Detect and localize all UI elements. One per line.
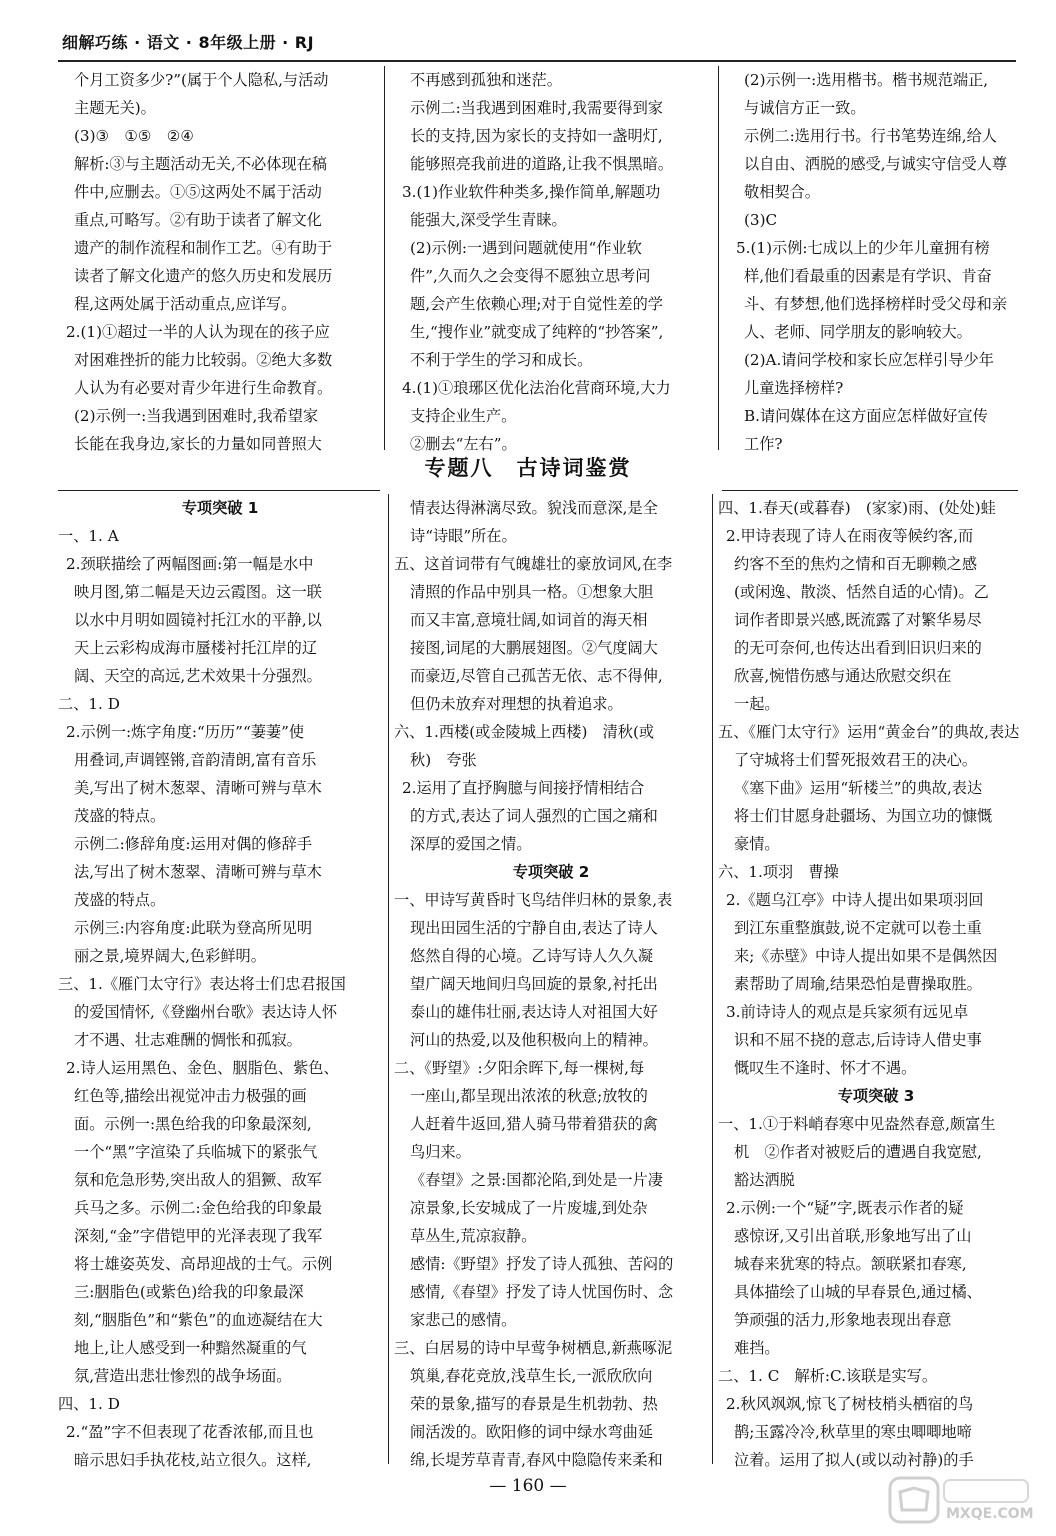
text-line: 与诚信方正一致。 — [744, 99, 866, 117]
text-line: 样,他们看最重的因素是有学识、肯奋 — [744, 267, 992, 285]
page-header: 细解巧练 · 语文 · 8年级上册 · RJ — [62, 33, 315, 52]
text-line: 示例二:修辞角度:运用对偶的修辞手 — [74, 835, 313, 853]
text-line: 一起。 — [734, 695, 780, 713]
header-rule — [58, 60, 1016, 62]
text-line: 望广阔天地间归鸟回旋的景象,衬托出 — [410, 975, 658, 993]
text-line: 城春来犹寒的特点。颔联紧扣春寒, — [734, 1255, 967, 1273]
text-line: 氛和危急形势,突出敌人的猖獗、敌军 — [74, 1171, 322, 1189]
text-line: 示例三:内容角度:此联为登高所见明 — [74, 919, 313, 937]
text-line: 来;《赤壁》中诗人提出如果不是偶然因 — [734, 947, 998, 965]
text-line: 机 ②作者对被贬后的遭遇自我宽慰, — [734, 1143, 982, 1161]
text-line: 读者了解文化遗产的悠久历史和发展历 — [74, 267, 333, 285]
text-line: 一、甲诗写黄昏时飞鸟结伴归林的景象,表 — [394, 891, 673, 909]
text-line: 《春望》之景:国都沦陷,到处是一片凄 — [410, 1171, 663, 1189]
text-line: 深厚的爱国之情。 — [410, 835, 532, 853]
text-line: 红色等,描绘出视觉冲击力极强的画 — [74, 1087, 307, 1105]
text-line: (2)示例:一遇到问题就使用“作业软 — [410, 239, 642, 257]
text-line: 专项突破 1 — [181, 499, 259, 517]
text-line: 2.《题乌江亭》中诗人提出如果项羽回 — [726, 891, 984, 909]
text-line: 五、这首词带有气魄雄壮的豪放词风,在李 — [394, 555, 673, 573]
text-line: 一、1. A — [58, 527, 119, 545]
text-line: 豪情。 — [734, 835, 780, 853]
text-line: (3)③ ①⑤ ②④ — [74, 127, 194, 145]
text-line: 4.(1)①琅琊区优化法治化营商环境,大力 — [402, 379, 671, 397]
text-line: 刻,“胭脂色”和“紫色”的血迹凝结在大 — [74, 1311, 323, 1329]
text-line: 儿童选择榜样? — [744, 379, 844, 397]
text-line: 闹活泼的。欧阳修的词中绿水弯曲延 — [410, 1423, 653, 1441]
text-line: (3)C — [744, 211, 778, 229]
text-line: 三、1.《雁门太守行》表达将士们忠君报国 — [58, 975, 346, 993]
text-line: 暗示思妇手执花枝,站立很久。这样, — [74, 1451, 312, 1469]
text-line: 一座山,都呈现出浓浓的秋意;放牧的 — [410, 1087, 648, 1105]
section-rule-left — [58, 490, 380, 491]
top-column-divider-2 — [718, 66, 719, 450]
text-line: 长能在我身边,家长的力量如同普照大 — [74, 435, 322, 453]
text-line: 慨叹生不逢时、怀才不遇。 — [734, 1059, 917, 1077]
text-line: 解析:③与主题活动无关,不必体现在稿 — [74, 155, 327, 173]
text-line: 2.(1)①超过一半的人认为现在的孩子应 — [66, 323, 330, 341]
text-line: 二、1. D — [58, 695, 120, 713]
text-line: 工作? — [744, 435, 783, 453]
top-column-1 — [58, 66, 378, 458]
text-line: 现出田园生活的宁静自由,表达了诗人 — [410, 919, 658, 937]
text-line: 绵,长堤芳草青青,春风中隐隐传来柔和 — [410, 1451, 663, 1469]
text-line: 将士雄姿英发、高昂迎战的士气。示例 — [74, 1255, 333, 1273]
text-line: 2.“盈”字不但表现了花香浓郁,而且也 — [66, 1423, 314, 1441]
text-line: 素帮助了周瑜,结果恐怕是曹操取胜。 — [734, 975, 982, 993]
text-line: 遗产的制作流程和制作工艺。④有助于 — [74, 239, 333, 257]
text-line: 情表达得淋漓尽致。貌浅而意深,是全 — [410, 499, 658, 517]
text-line: 诗“诗眼”所在。 — [410, 527, 517, 545]
text-line: 人赶着牛返回,猎人骑马带着猎获的禽 — [410, 1115, 658, 1133]
text-line: 三、白居易的诗中早莺争树栖息,新燕啄泥 — [394, 1339, 673, 1357]
text-line: (2)示例一:选用楷书。楷书规范端正, — [744, 71, 989, 89]
text-line: 家悲己的感情。 — [410, 1311, 517, 1329]
text-line: 秋) 夸张 — [410, 751, 477, 769]
text-line: 草丛生,荒凉寂静。 — [410, 1227, 537, 1245]
text-line: 2.颈联描绘了两幅图画:第一幅是水中 — [66, 555, 314, 573]
text-line: 《塞下曲》运用“斩楼兰”的典故,表达 — [734, 779, 983, 797]
text-line: 而豪迈,尽管自己孤苦无依、志不得伸, — [410, 667, 663, 685]
text-line: 欣喜,惋惜伤感与通达欣慰交织在 — [734, 667, 952, 685]
text-line: 兵马之多。示例二:金色给我的印象最 — [74, 1199, 323, 1217]
text-line: 的无可奈何,也传达出看到旧识归来的 — [734, 639, 982, 657]
text-line: 约客不至的焦灼之情和百无聊赖之感 — [734, 555, 977, 573]
text-line: 2.甲诗表现了诗人在雨夜等候约客,而 — [726, 527, 974, 545]
text-line: 重点,可略写。②有助于读者了解文化 — [74, 211, 322, 229]
text-line: 河山的热爱,以及他积极向上的精神。 — [410, 1031, 658, 1049]
text-line: 具体描绘了山城的早春景色,通过橘、 — [734, 1283, 982, 1301]
text-line: 面。示例一:黑色给我的印象最深刻, — [74, 1115, 312, 1133]
text-line: 件”,久而久之会变得不愿独立思考问 — [410, 267, 651, 285]
text-line: 以水中月明如圆镜衬托江水的平静,以 — [74, 611, 322, 629]
text-line: 人、老师、同学朋友的影响较大。 — [744, 323, 972, 341]
text-line: ②删去“左右”。 — [410, 435, 517, 453]
text-line: 二、1. C 解析:C.该联是实写。 — [718, 1367, 938, 1385]
text-line: 才不遇、壮志难酬的惆怅和孤寂。 — [74, 1031, 302, 1049]
bottom-column-2 — [394, 494, 708, 1474]
text-line: 生,“搜作业”就变成了纯粹的“抄答案”, — [410, 323, 664, 341]
text-line: 词作者即景兴感,既流露了对繁华易尽 — [734, 611, 982, 629]
text-line: 不再感到孤独和迷茫。 — [410, 71, 562, 89]
text-line: 长的支持,因为家长的支持如一盏明灯, — [410, 127, 663, 145]
text-line: 清照的作品中别具一格。①想象大胆 — [410, 583, 653, 601]
text-line: 鹊;玉露冷冷,秋草里的寒虫唧唧地啼 — [734, 1423, 972, 1441]
text-line: 以自由、洒脱的感受,与诚实守信受人尊 — [744, 155, 1008, 173]
text-line: 2.诗人运用黑色、金色、胭脂色、紫色、 — [66, 1059, 339, 1077]
text-line: B.请问媒体在这方面应怎样做好宣传 — [744, 407, 988, 425]
text-line: 2.运用了直抒胸臆与间接抒情相结合 — [402, 779, 645, 797]
text-line: 地上,让人感受到一种黯然凝重的气 — [74, 1339, 307, 1357]
page-number: — 160 — — [489, 1476, 567, 1496]
text-line: 2.示例:一个“疑”字,既表示作者的疑 — [726, 1199, 964, 1217]
text-line: 泣着。运用了拟人(或以动衬静)的手 — [734, 1451, 974, 1469]
text-line: 到江东重整旗鼓,说不定就可以卷土重 — [734, 919, 982, 937]
text-line: 但仍未放弃对理想的执着追求。 — [410, 695, 623, 713]
text-line: 对困难挫折的能力比较弱。②绝大多数 — [74, 351, 333, 369]
text-line: (2)示例一:当我遇到困难时,我希望家 — [74, 407, 319, 425]
section-rule-right — [722, 490, 1018, 491]
text-line: 人认为有必要对青少年进行生命教育。 — [74, 379, 333, 397]
section-title: 专题八 古诗词鉴赏 — [424, 456, 632, 480]
text-line: 3.(1)作业软件种类多,操作简单,解题功 — [402, 183, 661, 201]
text-line: 示例二:选用行书。行书笔势连绵,给人 — [744, 127, 997, 145]
bottom-column-divider-2 — [712, 494, 713, 1464]
text-line: 了守城将士们誓死报效君王的决心。 — [734, 751, 977, 769]
text-line: (2)A.请问学校和家长应怎样引导少年 — [744, 351, 994, 369]
text-line: 用叠词,声调铿锵,音韵清朗,富有音乐 — [74, 751, 317, 769]
text-line: 专项突破 2 — [512, 863, 590, 881]
text-line: 凉景象,长安城成了一片废墟,到处杂 — [410, 1199, 648, 1217]
top-column-divider-1 — [384, 66, 385, 450]
text-line: 深刻,“金”字借铠甲的光泽表现了我军 — [74, 1227, 323, 1245]
text-line: 2.示例一:炼字角度:“历历”“萋萋”使 — [66, 723, 305, 741]
text-line: 敬相契合。 — [744, 183, 820, 201]
text-line: 题,会产生依赖心理;对于自觉性差的学 — [410, 295, 663, 313]
text-line: 惑惊讶,又引出首联,形象地写出了山 — [734, 1227, 972, 1245]
text-line: 支持企业生产。 — [410, 407, 517, 425]
text-line: 荣的景象,描写的春景是生机勃勃、热 — [410, 1395, 658, 1413]
text-line: 筑巢,春花竞放,浅草生长,一派欣欣向 — [410, 1367, 653, 1385]
text-line: 豁达洒脱 — [734, 1171, 795, 1189]
text-line: 5.(1)示例:七成以上的少年儿童拥有榜 — [736, 239, 990, 257]
text-line: 专项突破 3 — [837, 1087, 915, 1105]
text-line: 天上云彩构成海市蜃楼衬托江岸的辽 — [74, 639, 317, 657]
text-line: 件中,应删去。①⑤这两处不属于活动 — [74, 183, 322, 201]
text-line: 的爱国情怀,《登幽州台歌》表达诗人怀 — [74, 1003, 338, 1021]
text-line: 丽之景,境界阔大,色彩鲜明。 — [74, 947, 266, 965]
text-line: 六、1.西楼(或金陵城上西楼) 清秋(或 — [394, 723, 655, 741]
text-line: 难挡。 — [734, 1339, 780, 1357]
text-line: 鸟归来。 — [410, 1143, 471, 1161]
text-line: 能够照亮我前进的道路,让我不惧黑暗。 — [410, 155, 674, 173]
watermark-logo — [886, 1474, 1036, 1528]
text-line: 四、1.春天(或暮春) (家家)雨、(处处)蛙 — [718, 499, 996, 517]
text-line: 2.秋风飒飒,惊飞了树枝梢头栖宿的鸟 — [726, 1395, 974, 1413]
text-line: 泰山的雄伟壮丽,表达诗人对祖国大好 — [410, 1003, 658, 1021]
text-line: 3.前诗诗人的观点是兵家须有远见卓 — [726, 1003, 969, 1021]
text-line: 茂盛的特点。 — [74, 891, 166, 909]
text-line: 个月工资多少?”(属于个人隐私,与活动 — [74, 71, 329, 89]
watermark-text: MXQE.COM — [946, 1506, 1034, 1522]
text-line: 能强大,深受学生青睐。 — [410, 211, 567, 229]
text-line: 感情:《野望》抒发了诗人孤独、苦闷的 — [410, 1255, 674, 1273]
text-line: 感情,《春望》抒发了诗人忧国伤时、念 — [410, 1283, 674, 1301]
bottom-column-divider-1 — [388, 494, 389, 1464]
text-line: 茂盛的特点。 — [74, 807, 166, 825]
text-line: 氛,营造出悲壮惨烈的战争场面。 — [74, 1367, 292, 1385]
text-line: 主题无关)。 — [74, 99, 156, 117]
text-line: 而又丰富,意境壮阔,如词首的海天相 — [410, 611, 648, 629]
text-line: 悠然自得的心境。乙诗写诗人久久凝 — [410, 947, 653, 965]
text-line: 的方式,表达了词人强烈的亡国之痛和 — [410, 807, 658, 825]
text-line: 阔、天空的高远,艺术效果十分强烈。 — [74, 667, 322, 685]
text-line: 一个“黑”字渲染了兵临城下的紧张气 — [74, 1143, 318, 1161]
text-line: 四、1. D — [58, 1395, 120, 1413]
text-line: 六、1.项羽 曹操 — [718, 863, 839, 881]
top-column-2 — [394, 66, 706, 458]
text-line: 美,写出了树木葱翠、清晰可辨与草木 — [74, 779, 322, 797]
bottom-column-1 — [58, 494, 382, 1474]
bottom-column-3 — [718, 494, 1034, 1474]
text-line: 程,这两处属于活动重点,应详写。 — [74, 295, 297, 313]
top-column-3 — [728, 66, 1032, 458]
text-line: 斗、有梦想,他们选择榜样时受父母和亲 — [744, 295, 1008, 313]
text-line: 接图,词尾的大鹏展翅图。②气度阔大 — [410, 639, 658, 657]
text-line: 一、1.①于料峭春寒中见盎然春意,颇富生 — [718, 1115, 996, 1133]
text-line: (或闲逸、散淡、恬然自适的心情)。乙 — [734, 583, 989, 601]
text-line: 法,写出了树木葱翠、清晰可辨与草木 — [74, 863, 322, 881]
text-line: 二、《野望》:夕阳余晖下,每一棵树,每 — [394, 1059, 645, 1077]
text-line: 三:胭脂色(或紫色)给我的印象最深 — [74, 1283, 304, 1301]
text-line: 笋顽强的活力,形象地表现出春意 — [734, 1311, 952, 1329]
text-line: 识和不屈不挠的意志,后诗诗人借史事 — [734, 1031, 982, 1049]
text-line: 映月图,第二幅是天边云霞图。这一联 — [74, 583, 322, 601]
text-line: 将士们甘愿身赴疆场、为国立功的慷慨 — [734, 807, 993, 825]
text-line: 不利于学生的学习和成长。 — [410, 351, 593, 369]
text-line: 五、《雁门太守行》运用“黄金台”的典故,表达 — [718, 723, 1020, 741]
text-line: 示例二:当我遇到困难时,我需要得到家 — [410, 99, 663, 117]
